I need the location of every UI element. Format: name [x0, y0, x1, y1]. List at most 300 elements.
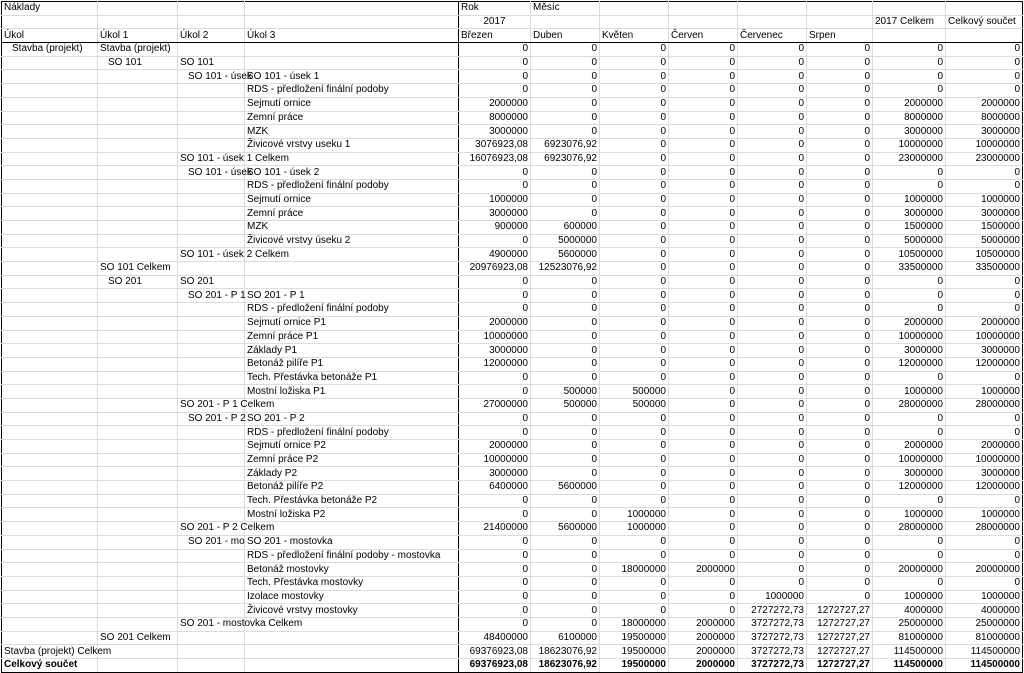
value-cell: 0: [600, 330, 669, 344]
value-cell: 3000000: [873, 207, 946, 221]
row-label-c: SO 101 - úsek 2 Celkem: [178, 248, 245, 262]
value-cell: 0: [531, 357, 600, 371]
value-cell: 0: [738, 576, 807, 590]
value-cell: 4000000: [873, 604, 946, 618]
table-row: [2, 385, 1023, 399]
value-cell: 0: [600, 357, 669, 371]
value-cell: 10000000: [873, 138, 946, 152]
value-cell: 0: [669, 56, 738, 70]
value-cell: 0: [531, 590, 600, 604]
row-label-b: [98, 221, 178, 235]
row-label-c: [178, 330, 245, 344]
value-cell: 0: [600, 166, 669, 180]
row-label-d: RDS - předložení finální podoby: [245, 179, 459, 193]
value-cell: 0: [669, 494, 738, 508]
row-label-b: [98, 152, 178, 166]
value-cell: 114500000: [873, 659, 946, 673]
value-cell: 0: [807, 426, 873, 440]
row-label-b: [98, 508, 178, 522]
table-row: [2, 426, 1023, 440]
value-cell: 10000000: [946, 453, 1023, 467]
value-cell: 0: [669, 97, 738, 111]
table-row: [2, 453, 1023, 467]
row-label-a: [2, 70, 98, 84]
row-label-a: [2, 631, 98, 645]
row-label-a: Stavba (projekt) Celkem: [2, 645, 98, 659]
row-label-d: [245, 659, 459, 673]
row-label-b: [98, 604, 178, 618]
value-cell: 0: [669, 535, 738, 549]
value-cell: 1000000: [600, 522, 669, 536]
row-label-a: [2, 398, 98, 412]
row-label-a: [2, 385, 98, 399]
value-cell: 8000000: [873, 111, 946, 125]
value-cell: 0: [738, 453, 807, 467]
table-row: [2, 56, 1023, 70]
table-row: [2, 508, 1023, 522]
value-cell: 0: [459, 43, 531, 57]
value-cell: 2000000: [873, 97, 946, 111]
value-cell: 0: [531, 316, 600, 330]
row-label-a: Stavba (projekt): [2, 43, 98, 57]
value-cell: 0: [669, 330, 738, 344]
value-cell: 21400000: [459, 522, 531, 536]
table-row: [2, 576, 1023, 590]
value-cell: 0: [600, 125, 669, 139]
value-cell: 0: [600, 179, 669, 193]
value-cell: 0: [738, 303, 807, 317]
value-cell: 600000: [531, 221, 600, 235]
value-cell: 0: [807, 344, 873, 358]
value-cell: 0: [738, 166, 807, 180]
value-cell: 0: [531, 97, 600, 111]
value-cell: 0: [459, 275, 531, 289]
value-cell: 10000000: [873, 330, 946, 344]
row-label-d: SO 201 - P 2: [245, 412, 459, 426]
row-label-a: [2, 440, 98, 454]
value-cell: 2000000: [873, 440, 946, 454]
value-cell: 10000000: [873, 453, 946, 467]
value-cell: 0: [669, 84, 738, 98]
value-cell: 12000000: [946, 481, 1023, 495]
value-cell: 0: [669, 179, 738, 193]
value-cell: 0: [459, 412, 531, 426]
row-label-a: [2, 453, 98, 467]
row-label-d: [245, 522, 459, 536]
value-cell: 0: [807, 522, 873, 536]
row-label-b: [98, 385, 178, 399]
col-ukol1-header: Úkol 1: [98, 29, 178, 43]
value-cell: 3000000: [873, 125, 946, 139]
value-cell: 0: [873, 179, 946, 193]
value-cell: 0: [600, 193, 669, 207]
value-cell: 0: [531, 330, 600, 344]
value-cell: 0: [531, 193, 600, 207]
value-cell: 2000000: [459, 440, 531, 454]
row-label-c: [178, 357, 245, 371]
value-cell: 1000000: [946, 508, 1023, 522]
table-row: [2, 330, 1023, 344]
value-cell: 1000000: [873, 193, 946, 207]
value-cell: 0: [807, 481, 873, 495]
value-cell: 10000000: [459, 453, 531, 467]
row-label-a: [2, 166, 98, 180]
row-label-c: [178, 344, 245, 358]
value-cell: 0: [459, 549, 531, 563]
value-cell: 0: [946, 56, 1023, 70]
row-label-b: [98, 576, 178, 590]
value-cell: 0: [669, 125, 738, 139]
value-cell: 0: [531, 535, 600, 549]
row-label-d: [245, 645, 459, 659]
row-label-b: [98, 316, 178, 330]
row-label-c: [178, 262, 245, 276]
value-cell: 0: [946, 275, 1023, 289]
value-cell: 0: [669, 576, 738, 590]
value-cell: 0: [600, 467, 669, 481]
value-cell: 27000000: [459, 398, 531, 412]
value-cell: 3727272,73: [738, 645, 807, 659]
value-cell: 0: [669, 508, 738, 522]
row-label-c: [178, 371, 245, 385]
value-cell: 0: [531, 207, 600, 221]
table-row: [2, 549, 1023, 563]
row-label-a: [2, 412, 98, 426]
row-label-d: RDS - předložení finální podoby: [245, 84, 459, 98]
value-cell: 2727272,73: [738, 604, 807, 618]
row-label-d: RDS - předložení finální podoby: [245, 303, 459, 317]
value-cell: 114500000: [946, 645, 1023, 659]
value-cell: 0: [873, 56, 946, 70]
value-cell: 0: [531, 494, 600, 508]
month-header: Březen: [459, 29, 531, 43]
value-cell: 3000000: [946, 344, 1023, 358]
value-cell: 0: [459, 84, 531, 98]
row-label-d: Zemní práce P2: [245, 453, 459, 467]
row-label-d: RDS - předložení finální podoby - mostovka: [245, 549, 459, 563]
row-label-d: Živicové vrstvy úseku 2: [245, 234, 459, 248]
value-cell: 0: [807, 111, 873, 125]
value-cell: 0: [531, 371, 600, 385]
table-row: [2, 481, 1023, 495]
value-cell: 0: [459, 385, 531, 399]
row-label-c: SO 101: [178, 56, 245, 70]
value-cell: 3727272,73: [738, 617, 807, 631]
value-cell: 3727272,73: [738, 659, 807, 673]
value-cell: 3000000: [873, 467, 946, 481]
value-cell: 0: [600, 97, 669, 111]
value-cell: 0: [807, 330, 873, 344]
value-cell: 0: [669, 344, 738, 358]
row-label-d: Základy P2: [245, 467, 459, 481]
value-cell: 8000000: [946, 111, 1023, 125]
value-cell: 0: [459, 576, 531, 590]
value-cell: 0: [531, 508, 600, 522]
value-cell: 5600000: [531, 481, 600, 495]
row-label-a: [2, 576, 98, 590]
table-row: [2, 275, 1023, 289]
table-row: [2, 97, 1023, 111]
value-cell: 0: [738, 70, 807, 84]
value-cell: 0: [459, 508, 531, 522]
value-cell: 0: [946, 179, 1023, 193]
value-cell: 1500000: [946, 221, 1023, 235]
value-cell: 19500000: [600, 645, 669, 659]
value-cell: 0: [738, 467, 807, 481]
value-cell: 2000000: [459, 97, 531, 111]
value-cell: 0: [669, 221, 738, 235]
value-cell: 0: [669, 193, 738, 207]
row-label-b: [98, 166, 178, 180]
row-label-d: SO 101 - úsek 2: [245, 166, 459, 180]
table-row: [2, 234, 1023, 248]
value-cell: 5000000: [531, 234, 600, 248]
value-cell: 1000000: [738, 590, 807, 604]
row-label-a: [2, 563, 98, 577]
row-label-b: [98, 412, 178, 426]
value-cell: 0: [600, 494, 669, 508]
value-cell: 1272727,27: [807, 659, 873, 673]
table-row: [2, 70, 1023, 84]
value-cell: 0: [531, 344, 600, 358]
value-cell: 0: [531, 604, 600, 618]
row-label-d: Sejmutí ornice P2: [245, 440, 459, 454]
value-cell: 0: [946, 84, 1023, 98]
value-cell: 0: [807, 303, 873, 317]
value-cell: 0: [807, 56, 873, 70]
row-label-b: [98, 453, 178, 467]
row-label-a: [2, 193, 98, 207]
value-cell: 0: [669, 549, 738, 563]
value-cell: 0: [807, 234, 873, 248]
table-row: [2, 371, 1023, 385]
row-label-a: [2, 494, 98, 508]
value-cell: 3000000: [946, 467, 1023, 481]
value-cell: 0: [873, 412, 946, 426]
value-cell: 0: [738, 152, 807, 166]
value-cell: 1000000: [459, 193, 531, 207]
row-label-c: [178, 645, 245, 659]
table-row: [2, 289, 1023, 303]
value-cell: 0: [807, 289, 873, 303]
value-cell: 3000000: [873, 344, 946, 358]
value-cell: 0: [531, 43, 600, 57]
value-cell: 0: [459, 426, 531, 440]
value-cell: 0: [946, 494, 1023, 508]
month-header: Srpen: [807, 29, 873, 43]
mesic-label: Měsíc: [531, 2, 600, 16]
table-row: [2, 221, 1023, 235]
value-cell: 0: [459, 590, 531, 604]
value-cell: 0: [600, 43, 669, 57]
value-cell: 0: [600, 234, 669, 248]
row-label-c: [178, 138, 245, 152]
value-cell: 0: [738, 97, 807, 111]
value-cell: 3000000: [459, 467, 531, 481]
value-cell: 0: [807, 535, 873, 549]
value-cell: 0: [669, 316, 738, 330]
table-row: [2, 193, 1023, 207]
row-label-d: Sejmutí ornice: [245, 97, 459, 111]
value-cell: 0: [738, 316, 807, 330]
value-cell: 0: [669, 234, 738, 248]
value-cell: 0: [669, 453, 738, 467]
value-cell: 0: [600, 426, 669, 440]
row-label-a: [2, 97, 98, 111]
table-row: [2, 344, 1023, 358]
row-label-c: [178, 221, 245, 235]
value-cell: 0: [807, 371, 873, 385]
value-cell: 0: [459, 234, 531, 248]
value-cell: 0: [807, 494, 873, 508]
row-label-d: Zemní práce P1: [245, 330, 459, 344]
value-cell: 19500000: [600, 659, 669, 673]
row-label-a: [2, 275, 98, 289]
value-cell: 0: [738, 289, 807, 303]
value-cell: 0: [669, 522, 738, 536]
table-row: [2, 440, 1023, 454]
table-row: [2, 84, 1023, 98]
value-cell: 0: [669, 385, 738, 399]
value-cell: 0: [600, 207, 669, 221]
value-cell: 2000000: [669, 645, 738, 659]
row-label-a: [2, 248, 98, 262]
value-cell: 2000000: [669, 631, 738, 645]
value-cell: 1272727,27: [807, 617, 873, 631]
value-cell: 0: [459, 166, 531, 180]
value-cell: 0: [600, 453, 669, 467]
pivot-body: [2, 43, 1023, 673]
value-cell: 6923076,92: [531, 152, 600, 166]
row-label-a: [2, 467, 98, 481]
row-label-b: [98, 234, 178, 248]
table-row: [2, 248, 1023, 262]
row-label-c: SO 201 - P 2: [178, 412, 245, 426]
value-cell: 0: [807, 467, 873, 481]
row-label-c: [178, 97, 245, 111]
value-cell: 0: [600, 70, 669, 84]
value-cell: 0: [738, 56, 807, 70]
row-label-c: [178, 631, 245, 645]
row-label-d: MZK: [245, 125, 459, 139]
value-cell: 1000000: [946, 385, 1023, 399]
value-cell: 3000000: [946, 207, 1023, 221]
row-label-c: [178, 316, 245, 330]
row-label-a: [2, 234, 98, 248]
value-cell: 2000000: [946, 316, 1023, 330]
value-cell: 81000000: [873, 631, 946, 645]
row-label-a: [2, 508, 98, 522]
value-cell: 25000000: [873, 617, 946, 631]
value-cell: 0: [459, 371, 531, 385]
table-row: [2, 563, 1023, 577]
row-label-d: [245, 56, 459, 70]
value-cell: 1272727,27: [807, 645, 873, 659]
row-label-c: SO 101 - úsek: [178, 70, 245, 84]
value-cell: 1272727,27: [807, 631, 873, 645]
value-cell: 2000000: [459, 316, 531, 330]
table-row: [2, 604, 1023, 618]
value-cell: 12000000: [459, 357, 531, 371]
value-cell: 19500000: [600, 631, 669, 645]
value-cell: 0: [738, 357, 807, 371]
row-label-a: [2, 590, 98, 604]
value-cell: 5600000: [531, 522, 600, 536]
table-row: [2, 590, 1023, 604]
row-label-c: [178, 426, 245, 440]
row-label-a: [2, 617, 98, 631]
value-cell: 0: [531, 453, 600, 467]
value-cell: 0: [669, 398, 738, 412]
value-cell: 2000000: [946, 97, 1023, 111]
row-label-b: [98, 617, 178, 631]
row-label-b: [98, 590, 178, 604]
table-row: [2, 207, 1023, 221]
value-cell: 28000000: [873, 522, 946, 536]
value-cell: 1000000: [873, 590, 946, 604]
table-row: [2, 412, 1023, 426]
row-label-b: [98, 193, 178, 207]
value-cell: 0: [600, 111, 669, 125]
value-cell: 0: [738, 125, 807, 139]
value-cell: 4900000: [459, 248, 531, 262]
row-label-a: [2, 84, 98, 98]
row-label-c: [178, 234, 245, 248]
value-cell: 0: [531, 576, 600, 590]
value-cell: 1000000: [600, 508, 669, 522]
value-cell: 0: [669, 275, 738, 289]
row-label-c: [178, 453, 245, 467]
value-cell: 5000000: [873, 234, 946, 248]
value-cell: 0: [807, 179, 873, 193]
row-label-d: SO 201 - mostovka: [245, 535, 459, 549]
value-cell: 4000000: [946, 604, 1023, 618]
row-label-b: [98, 467, 178, 481]
value-cell: 0: [600, 604, 669, 618]
value-cell: 0: [531, 412, 600, 426]
value-cell: 3727272,73: [738, 631, 807, 645]
row-label-b: [98, 535, 178, 549]
value-cell: 0: [738, 371, 807, 385]
value-cell: 0: [531, 179, 600, 193]
value-cell: 0: [600, 138, 669, 152]
value-cell: 0: [946, 70, 1023, 84]
value-cell: 0: [807, 84, 873, 98]
value-cell: 6400000: [459, 481, 531, 495]
table-row: [2, 152, 1023, 166]
value-cell: 0: [807, 43, 873, 57]
value-cell: 114500000: [946, 659, 1023, 673]
row-label-c: SO 201: [178, 275, 245, 289]
row-label-a: [2, 344, 98, 358]
value-cell: 0: [531, 440, 600, 454]
value-cell: 0: [946, 166, 1023, 180]
row-label-c: [178, 494, 245, 508]
value-cell: 0: [807, 193, 873, 207]
row-label-b: [98, 70, 178, 84]
value-cell: 0: [459, 535, 531, 549]
value-cell: 48400000: [459, 631, 531, 645]
month-header: Červenec: [738, 29, 807, 43]
value-cell: 0: [669, 138, 738, 152]
month-header: Červen: [669, 29, 738, 43]
row-label-c: [178, 207, 245, 221]
rok-label: Rok: [459, 2, 531, 16]
value-cell: 20000000: [946, 563, 1023, 577]
row-label-b: [98, 84, 178, 98]
value-cell: 1500000: [873, 221, 946, 235]
row-label-a: [2, 426, 98, 440]
